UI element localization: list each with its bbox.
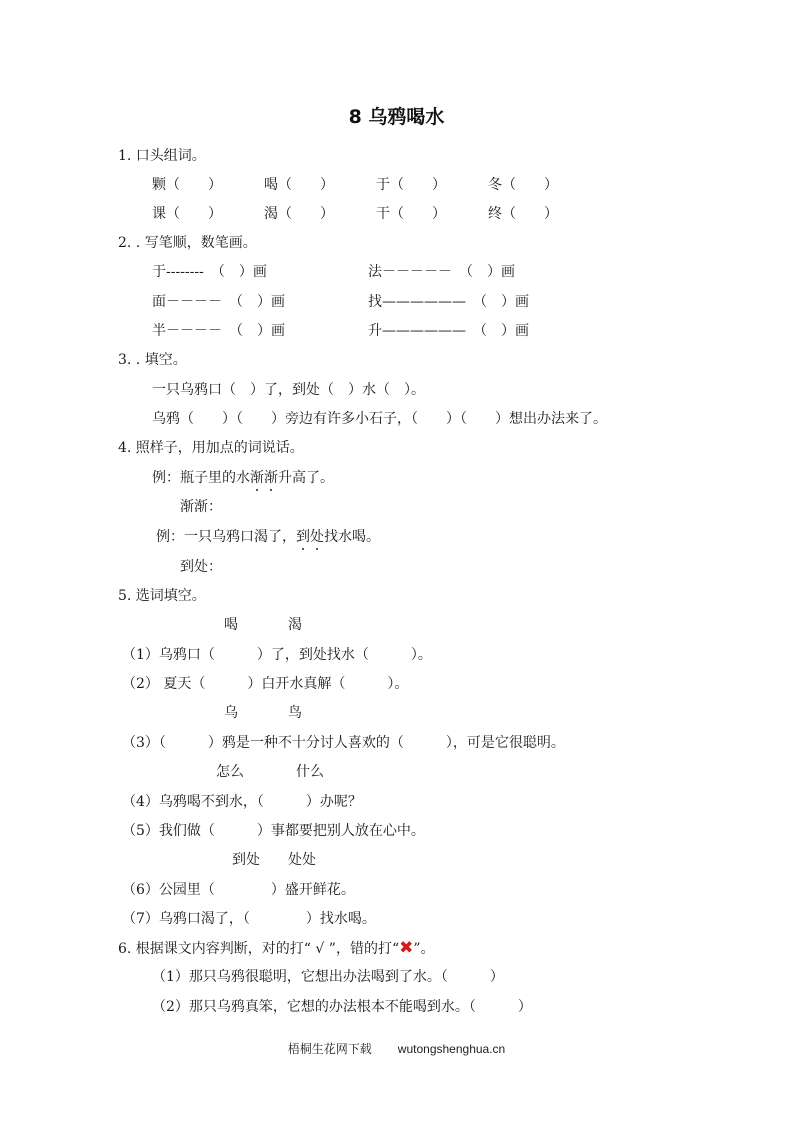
stroke-count-item: 半－－－－ （ ）画: [152, 323, 285, 339]
judgment-item: （1）那只乌鸦很聪明，它想出办法喝到了水。（ ）: [152, 969, 504, 985]
fill-blank-line: 一只乌鸦口（ ）了，到处（ ）水（ ）。: [152, 382, 425, 398]
fill-item: （7）乌鸦口渴了，（ ）找水喝。: [122, 911, 376, 927]
dotted-char: 渐: [250, 470, 264, 486]
fill-item: （6）公园里（ ）盛开鲜花。: [122, 882, 355, 898]
fill-item: （3）（ ）鸦是一种不十分讨人喜欢的（ ），可是它很聪明。: [122, 735, 565, 751]
example-text: 例：一只乌鸦口渴了，: [156, 529, 296, 545]
judgment-item: （2）那只乌鸦真笨，它想的办法根本不能喝到水。（ ）: [152, 999, 532, 1015]
fill-item: （1）乌鸦口（ ）了，到处找水（ ）。: [122, 647, 432, 663]
dotted-char: 渐: [264, 470, 278, 486]
word-blank: 干（ ）: [376, 206, 446, 222]
section-3-heading: 3. . 填空。: [118, 352, 187, 368]
word-blank: 冬（ ）: [488, 177, 558, 193]
dotted-char: 处: [310, 529, 324, 545]
word-blank: 喝（ ）: [264, 177, 334, 193]
example-text: 升高了。: [278, 470, 334, 486]
fill-blank-line: 乌鸦（ ）（ ）旁边有许多小石子，（ ）（ ）想出办法来了。: [152, 411, 607, 427]
fill-item: （2） 夏天（ ）白开水真解（ ）。: [122, 676, 409, 692]
stroke-count-item: 法－－－－－ （ ）画: [368, 264, 515, 280]
answer-prompt: 渐渐：: [180, 499, 222, 515]
footer-source: 梧桐生花网下载: [287, 1042, 372, 1056]
dotted-char: 到: [296, 529, 310, 545]
word-choice: 怎么: [216, 764, 244, 780]
word-blank: 渴（ ）: [264, 206, 334, 222]
example-text: 找水喝。: [324, 529, 380, 545]
heading-text: ”。: [413, 941, 435, 957]
footer-site-link[interactable]: wutongshenghua.cn: [397, 1042, 506, 1056]
word-blank: 终（ ）: [488, 206, 558, 222]
example-text: 例：瓶子里的水: [152, 470, 250, 486]
word-choice: 处处: [288, 852, 316, 868]
footer: [0, 1040, 793, 1057]
fill-item: （5）我们做（ ）事都要把别人放在心中。: [122, 823, 425, 839]
word-choice: 到处: [232, 852, 260, 868]
example-sentence-1: [152, 468, 334, 488]
word-blank: 颗（ ）: [152, 177, 222, 193]
stroke-count-item: 找—————— （ ）画: [368, 294, 529, 310]
word-blank: 课（ ）: [152, 206, 222, 222]
stroke-count-item: 面－－－－ （ ）画: [152, 294, 285, 310]
section-2-heading: 2. . 写笔顺，数笔画。: [118, 235, 257, 251]
word-blank: 于（ ）: [376, 177, 446, 193]
cross-mark-icon: ✖: [399, 938, 414, 958]
word-choice: 喝: [224, 617, 238, 633]
section-4-heading: 4. 照样子，用加点的词说话。: [118, 440, 304, 456]
section-5-heading: 5. 选词填空。: [118, 588, 206, 604]
word-choice: 什么: [296, 764, 324, 780]
word-choice: 鸟: [288, 705, 302, 721]
word-choice: 乌: [224, 705, 238, 721]
section-1-heading: 1. 口头组词。: [118, 148, 206, 164]
page-title: 8 乌鸦喝水: [348, 106, 445, 128]
heading-text: 6. 根据课文内容判断，对的打“ √ ”，错的打“: [118, 941, 400, 957]
answer-prompt: 到处：: [180, 559, 222, 575]
example-sentence-2: [156, 527, 380, 547]
stroke-count-item: 于-------- （ ）画: [152, 264, 267, 280]
fill-item: （4）乌鸦喝不到水，（ ）办呢？: [122, 794, 362, 810]
stroke-count-item: 升—————— （ ）画: [368, 323, 529, 339]
word-choice: 渴: [288, 617, 302, 633]
section-6-heading: [118, 938, 435, 959]
